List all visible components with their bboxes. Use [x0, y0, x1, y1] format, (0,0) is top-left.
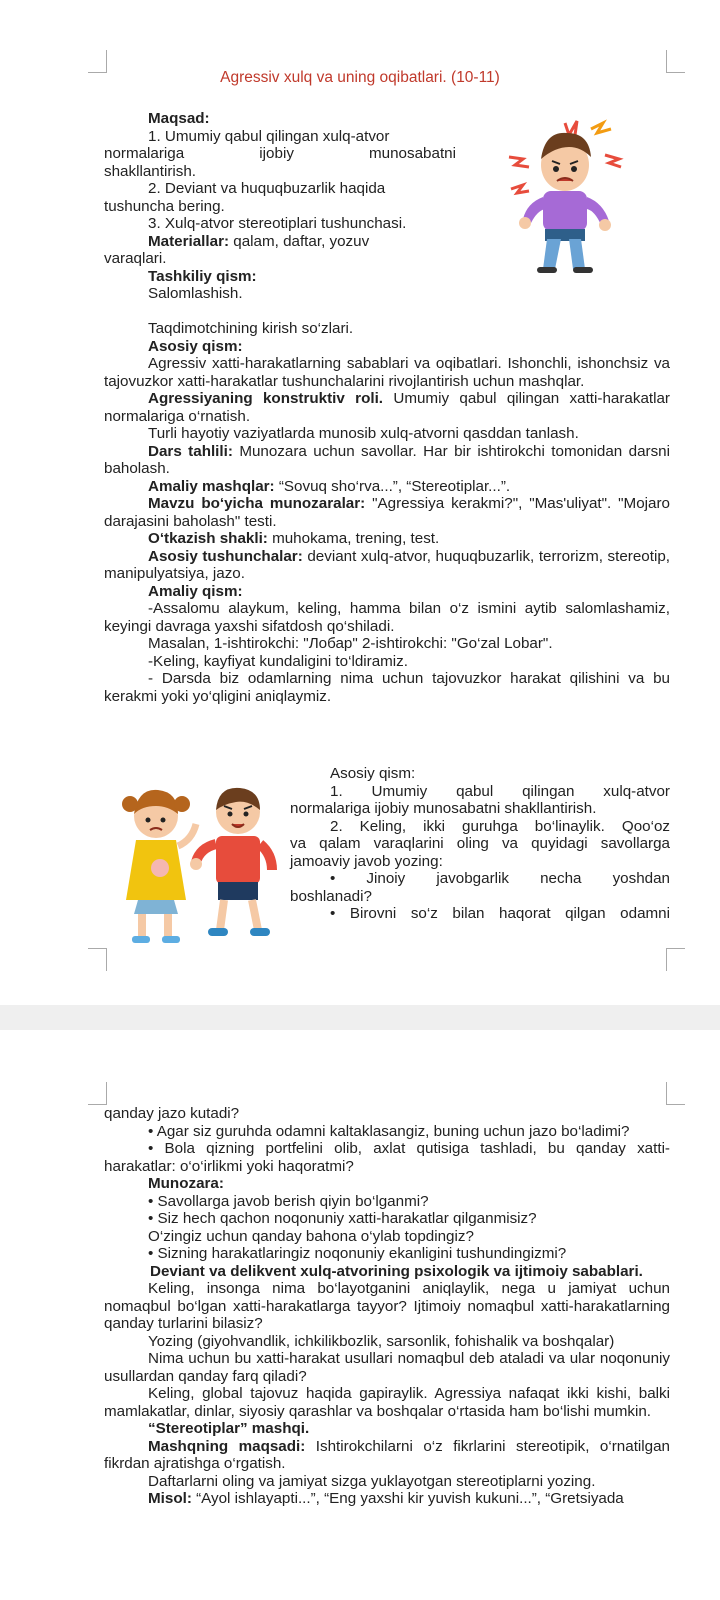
maqsad-heading: Maqsad: [148, 110, 210, 127]
asosiy-qism-2-block [290, 765, 670, 923]
mavzu-paragraph: Mavzu bo‘yicha munozaralar: "Agressiya kerakmi?", "Mas'uliyat". "Mojaro darajasini baholash" testi. [104, 495, 670, 530]
goal-1-line-c: shakllantirish. [104, 162, 197, 180]
masalan-line: Masalan, 1-ishtirokchi: "Лобар" 2-ishtirokchi: "Go‘zal Lobar". [148, 635, 553, 652]
agressiv-paragraph: Agressiv xatti-harakatlarning sabablari va oqibatlari. Ishonchli, ishonchsiz va tajovuzkor xatti-harakatlar tushunchalarini rivojlantirish uchun mashqlar. [104, 355, 670, 390]
yozing-line: Yozing (giyohvandlik, ichkilikbozlik, sarsonlik, fohishalik va boshqalar) [148, 1332, 615, 1350]
question-2: • Siz hech qachon noqonuniy xatti-harakatlar qilganmisiz? [148, 1210, 537, 1227]
item-1-line-a: 1. Umumiy qabul qilingan xulq-atvor [330, 782, 670, 800]
page-corner-mark [88, 1082, 107, 1105]
amaliy-line: Amaliy mashqlar: “Sovuq sho‘rva...”, “Stereotiplar...”. [148, 477, 511, 495]
mashq-maqsadi-paragraph: Mashqning maqsadi: Ishtirokchilarni o‘z fikrlarini stereotipik, o‘rnatilgan fikrdan ajratishga o‘rgatish. [104, 1437, 671, 1472]
materials-line: Materiallar: qalam, daftar, yozuv [148, 232, 370, 250]
amaliy-qism-heading: Amaliy qism: [148, 582, 243, 600]
goal-3: 3. Xulq-atvor stereotiplari tushunchasi. [148, 215, 407, 232]
page-corner-mark [88, 948, 107, 971]
salomlashish: Salomlashish. [148, 285, 243, 302]
tushuncha-paragraph: Asosiy tushunchalar: deviant xulq-atvor, huquqbuzarlik, terrorizm, stereotip, manipulyatsiya, jazo. [104, 547, 670, 582]
qanday-jazo-line: qanday jazo kutadi? [104, 1105, 240, 1122]
asosiy-heading-1: Asosiy qism: [148, 337, 243, 355]
stereotiplar-heading: “Stereotiplar” mashqi. [148, 1420, 310, 1437]
item-1-line-b: normalariga ijobiy munosabatni shakllantirish. [290, 800, 597, 817]
document-page-2 [0, 1030, 720, 1600]
goal-1-line-b: normalariga ijobiy munosabatni [104, 145, 456, 162]
goal-2-line-b: tushuncha bering. [104, 197, 225, 215]
agar-paragraph: • Agar siz guruhda odamni kaltaklasangiz, buning uchun jazo bo‘ladimi? [148, 1122, 630, 1140]
munozara-heading: Munozara: [148, 1175, 224, 1192]
question-1: • Savollarga javob berish qiyin bo‘lganmi? [148, 1192, 429, 1210]
otkazish-line: O‘tkazish shakli: muhokama, trening, test. [148, 530, 440, 547]
dars-paragraph: Dars tahlili: Munozara uchun savollar. Har bir ishtirokchi tomonidan darsni baholash. [104, 442, 670, 477]
main-text-block [104, 320, 670, 705]
item-2-line-b: va qalam varaqlarini oling va quyidagi savollarga [290, 835, 670, 852]
arguing-kids-illustration [108, 780, 288, 950]
global-paragraph: Keling, global tajovuz haqida gapiraylik. Agressiya nafaqat ikki kishi, balki mamlakatlar, dinlar, siyosiy qarashlar va boshqalar o‘rtasida ham bo‘lishi mumkin. [104, 1385, 670, 1420]
question-4: • Sizning harakatlaringiz noqonuniy ekanligini tushundingizmi? [148, 1245, 567, 1262]
kirish: Taqdimotchining kirish so‘zlari. [148, 320, 354, 337]
item-2-line-a: 2. Keling, ikki guruhga bo‘linaylik. Qoo‘oz [330, 817, 670, 835]
turli-line: Turli hayotiy vaziyatlarda munosib xulq-atvorni qasddan tanlash. [148, 425, 579, 442]
item-2-line-c: jamoaviy javob yozing: [290, 852, 443, 870]
bola-paragraph: • Bola qizning portfelini olib, axlat qutisiga tashladi, bu qanday xatti-harakatlar: o‘o‘irlikmi yoki haqoratmi? [104, 1140, 670, 1175]
bullet-2-line: • Birovni so‘z bilan haqorat qilgan odamni [330, 905, 670, 922]
misol-line: Misol: “Ayol ishlayapti...”, “Eng yaxshi kir yuvish kukuni...”, “Gretsiyada [148, 1490, 624, 1507]
bullet-1-line-b: boshlanadi? [290, 887, 372, 905]
deviant-heading: Deviant va delikvent xulq-atvorining psixologik va ijtimoiy sabablari. [150, 1262, 643, 1280]
goal-1-line-a: 1. Umumiy qabul qilingan xulq-atvor [148, 127, 390, 145]
angry-boy-illustration [505, 117, 625, 277]
bullet-1-line-a: • Jinoiy javobgarlik necha yoshdan [330, 870, 670, 887]
tashkiliy-heading: Tashkiliy qism: [148, 267, 257, 285]
nima-uchun-paragraph: Nima uchun bu xatti-harakat usullari nomaqbul deb ataladi va ular noqonuniy usullardan qanday farq qiladi? [104, 1350, 670, 1385]
daftar-line: Daftarlarni oling va jamiyat sizga yuklayotgan stereotiplarni yozing. [148, 1472, 596, 1490]
goal-2-line-a: 2. Deviant va huquqbuzarlik haqida [148, 180, 386, 197]
keling-insonga-paragraph: Keling, insonga nima bo‘layotganini aniqlaylik, nega u jamiyat uchun nomaqbul bo‘lgan xatti-harakatlarga tayyor? Ijtimoiy nomaqbul xatti-harakatlarning qanday turlarini bilasiz? [104, 1280, 670, 1332]
page-2-text-block [104, 1105, 670, 1508]
document-title: Agressiv xulq va uning oqibatlari. (10-11) [220, 69, 500, 86]
role-paragraph: Agressiyaning konstruktiv roli. Umumiy qabul qilingan xatti-harakatlar normalariga o‘rnatish. [104, 390, 670, 425]
page-corner-mark [666, 948, 685, 971]
page-gap [0, 1005, 720, 1030]
materials-line-b: varaqlari. [104, 250, 167, 267]
kayfiyat-line: -Keling, kayfiyat kundaligini to‘ldiramiz. [148, 652, 408, 670]
question-3: O‘zingiz uchun qanday bahona o‘ylab topdingiz? [148, 1227, 474, 1245]
darsda-paragraph: - Darsda biz odamlarning nima uchun tajovuzkor harakat qilishini va bu kerakmi yoki yo‘qligini aniqlaymiz. [104, 670, 670, 705]
assalomu-paragraph: -Assalomu alaykum, keling, hamma bilan o‘z ismini aytib salomlashamiz, keyingi davraga yaxshi sifatdosh qo‘shiladi. [104, 600, 670, 635]
goals-block [104, 110, 456, 303]
asosiy-heading-2: Asosiy qism: [330, 765, 416, 782]
page-corner-mark [666, 1082, 685, 1105]
